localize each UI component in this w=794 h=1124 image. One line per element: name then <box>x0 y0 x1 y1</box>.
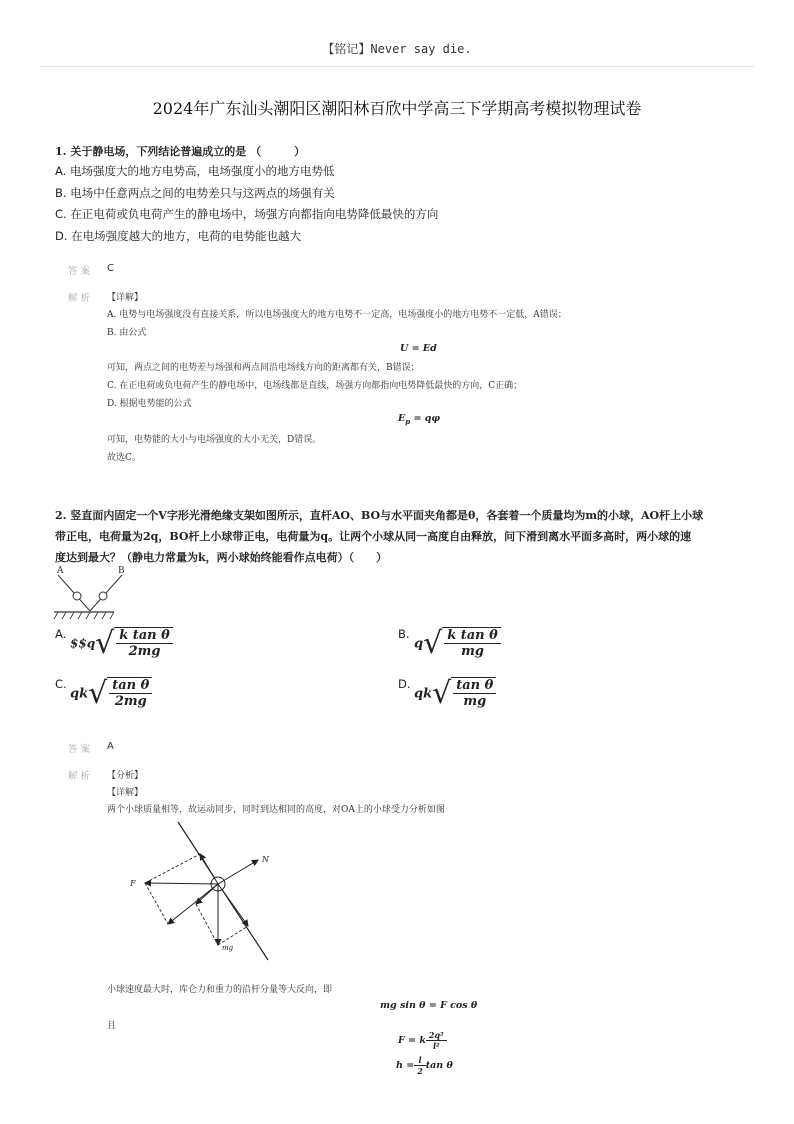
q2-answer: A <box>107 741 114 752</box>
q2-option-b-formula: q √ $\frac{\text{k tan θ}}{mg}$ <box>414 627 501 661</box>
q2-option-d-formula: qk √ $\frac{\text{tan θ}}{mg}$ <box>414 677 496 711</box>
q2-option-c-label: C. <box>55 677 67 691</box>
q2-explain-line: 两个小球质量相等，故运动同步，同时到达相同的高度，对OA上的小球受力分析如图 <box>107 805 445 815</box>
q2-stem-line: 带正电，电荷量为2q，BO杆上小球带正电，电荷量为q。让两个小球从同一高度自由释放，问下滑到离水平面多高时，两小球的速 <box>55 530 692 543</box>
component-down-arrow <box>168 884 218 924</box>
q1-explain-line: B. 由公式 <box>107 328 147 338</box>
q1-option-b: B. 电场中任意两点之间的电势差只与这两点的场强有关 <box>55 186 335 200</box>
label-mg: mg <box>222 944 234 952</box>
page-title: 2024年广东汕头潮阳区潮阳林百欣中学高三下学期高考模拟物理试卷 <box>152 99 642 118</box>
header-divider <box>40 66 754 67</box>
label-n: N <box>262 855 269 864</box>
q2-option-a-label: A. <box>55 627 67 641</box>
q1-formula-u-ed: U = Ed <box>400 343 437 354</box>
figure-label-a: A <box>57 566 64 576</box>
q1-explain-line: 故选C。 <box>107 453 141 463</box>
q2-eq-balance: mg sin θ = F cos θ <box>380 1000 478 1011</box>
q1-answer: C <box>107 263 114 274</box>
gravity-normal-arrow <box>196 884 218 904</box>
q2-option-a-formula: $$q √ $\frac{\text{k tan θ}}{2mg}$ <box>70 627 173 661</box>
ball-a <box>73 592 81 600</box>
q1-explain-line: D. 根据电势能的公式 <box>107 399 192 409</box>
q2-answer-tag: 答案 <box>68 744 94 755</box>
q2-option-d-label: D. <box>398 677 411 691</box>
q2-option-c-formula: qk √ $\frac{\text{tan θ}}{2mg}$ <box>70 677 152 711</box>
q1-explain-line: C. 在正电荷或负电荷产生的静电场中，电场线都是直线，场强方向都指向电势降低最快的方向，C正确； <box>107 381 523 391</box>
q1-explain-line: 可知，电势能的大小与电场强度的大小无关，D错误。 <box>107 435 322 445</box>
q1-stem: 1. 关于静电场，下列结论普遍成立的是 （ ） <box>55 145 306 158</box>
v-support-figure <box>50 563 130 623</box>
component-up-arrow <box>200 854 218 884</box>
ground-hatch <box>54 612 114 619</box>
q1-analysis-tag: 解析 <box>68 293 94 304</box>
q1-explain-line: 【详解】 <box>107 293 144 303</box>
q2-explain-line: 【分析】 <box>107 771 144 781</box>
q2-explain-line: 小球速度最大时，库仑力和重力的沿杆分量等大反向，即 <box>107 985 333 995</box>
force-diagram <box>120 818 280 968</box>
dashed-construction <box>145 854 248 945</box>
gravity-along-rod-arrow <box>218 884 248 926</box>
q2-explain-line: 且 <box>107 1021 117 1031</box>
coulomb-force-arrow <box>145 883 218 884</box>
q1-option-d: D. 在电场强度越大的地方，电荷的电势能也越大 <box>55 229 302 243</box>
q1-answer-tag: 答案 <box>68 266 94 277</box>
q1-option-c: C. 在正电荷或负电荷产生的静电场中，场强方向都指向电势降低最快的方向 <box>55 207 439 221</box>
q1-option-a: A. 电场强度大的地方电势高，电场强度小的地方电势低 <box>55 164 335 178</box>
q2-eq-coulomb: F = k $\frac{\text{2q²}}{\text{l²}}$ <box>398 1030 447 1051</box>
q2-stem-line: 2. 竖直面内固定一个V字形光滑绝缘支架如图所示，直杆AO、BO与水平面夹角都是θ，各套着一个质量均为m的小球，AO杆上小球 <box>55 509 704 522</box>
q2-option-b-label: B. <box>398 627 410 641</box>
q2-eq-height: h = $\frac{l}{2}$ tan θ <box>396 1055 453 1076</box>
q2-analysis-tag: 解析 <box>68 771 94 782</box>
header-motto: 【铭记】Never say die. <box>322 42 472 56</box>
q1-formula-ep: $E_p = q\varphi$ <box>398 413 440 426</box>
q1-explain-line: 可知，两点之间的电势差与场强和两点间沿电场线方向的距离都有关，B错误； <box>107 363 420 373</box>
label-f: F <box>130 879 136 888</box>
q1-explain-line: A. 电势与电场强度没有直接关系，所以电场强度大的地方电势不一定高，电场强度小的地方电势不一定低，A错误； <box>107 310 567 320</box>
q2-explain-line: 【详解】 <box>107 788 144 798</box>
q2-stem-line: 度达到最大？（静电力常量为k，两小球始终能看作点电荷）（ ） <box>55 551 388 564</box>
figure-label-b: B <box>118 566 125 576</box>
normal-force-arrow <box>218 860 258 884</box>
ball-b <box>99 592 107 600</box>
